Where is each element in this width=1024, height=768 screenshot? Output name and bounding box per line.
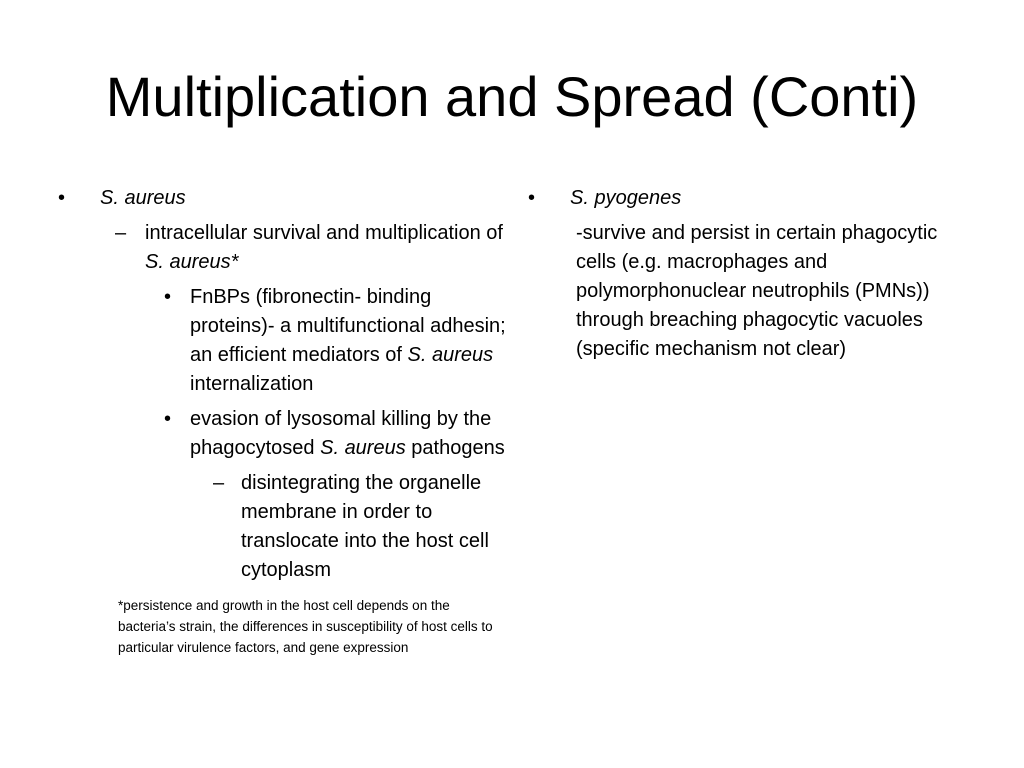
intracellular-text: intracellular survival and multiplication of bbox=[145, 222, 503, 244]
sub-item-fnbps bbox=[58, 283, 508, 399]
left-column bbox=[58, 184, 508, 658]
s-aureus-ref: S. aureus* bbox=[145, 251, 239, 273]
fnbp-text: FnBPs (fibronectin- binding proteins)- a multifunctional adhesin; an efficient mediators of bbox=[190, 286, 506, 366]
sub-item-intracellular-survival bbox=[58, 219, 508, 277]
s-pyogenes-body: -survive and persist in certain phagocytic cells (e.g. macrophages and polymorphonuclear neutrophils (PMNs)) through breaching phagocytic vacuoles (specific mechanism not clear) bbox=[576, 222, 938, 360]
fnbp-text-end: internalization bbox=[190, 373, 314, 395]
slide-title: Multiplication and Spread (Conti) bbox=[105, 65, 919, 128]
bullet-s-pyogenes bbox=[528, 184, 978, 213]
bullet-dot-icon: • bbox=[164, 408, 172, 430]
s-pyogenes-heading: S. pyogenes bbox=[570, 187, 682, 209]
s-aureus-ref: S. aureus bbox=[407, 344, 494, 366]
disintegrating-text: disintegrating the organelle membrane in order to translocate into the host cell cytoplasm bbox=[241, 472, 489, 581]
dash-bullet-icon: – bbox=[213, 472, 225, 494]
evasion-text-end: pathogens bbox=[405, 437, 505, 459]
sub-item-disintegrating bbox=[58, 469, 508, 585]
footnote: *persistence and growth in the host cell depends on the bacteria’s strain, the differences in susceptibility of host cells to particular virulence factors, and gene expression bbox=[118, 598, 493, 655]
right-column bbox=[528, 184, 978, 364]
s-aureus-heading: S. aureus bbox=[100, 187, 186, 209]
sub-item-evasion bbox=[58, 405, 508, 463]
dash-bullet-icon: – bbox=[115, 222, 127, 244]
bullet-dot-icon: • bbox=[528, 187, 536, 209]
bullet-dot-icon: • bbox=[58, 187, 66, 209]
bullet-dot-icon: • bbox=[164, 286, 172, 308]
s-aureus-ref: S. aureus bbox=[320, 437, 406, 459]
bullet-s-aureus bbox=[58, 184, 508, 213]
evasion-text: evasion of lysosomal killing by the phagocytosed bbox=[190, 408, 492, 459]
